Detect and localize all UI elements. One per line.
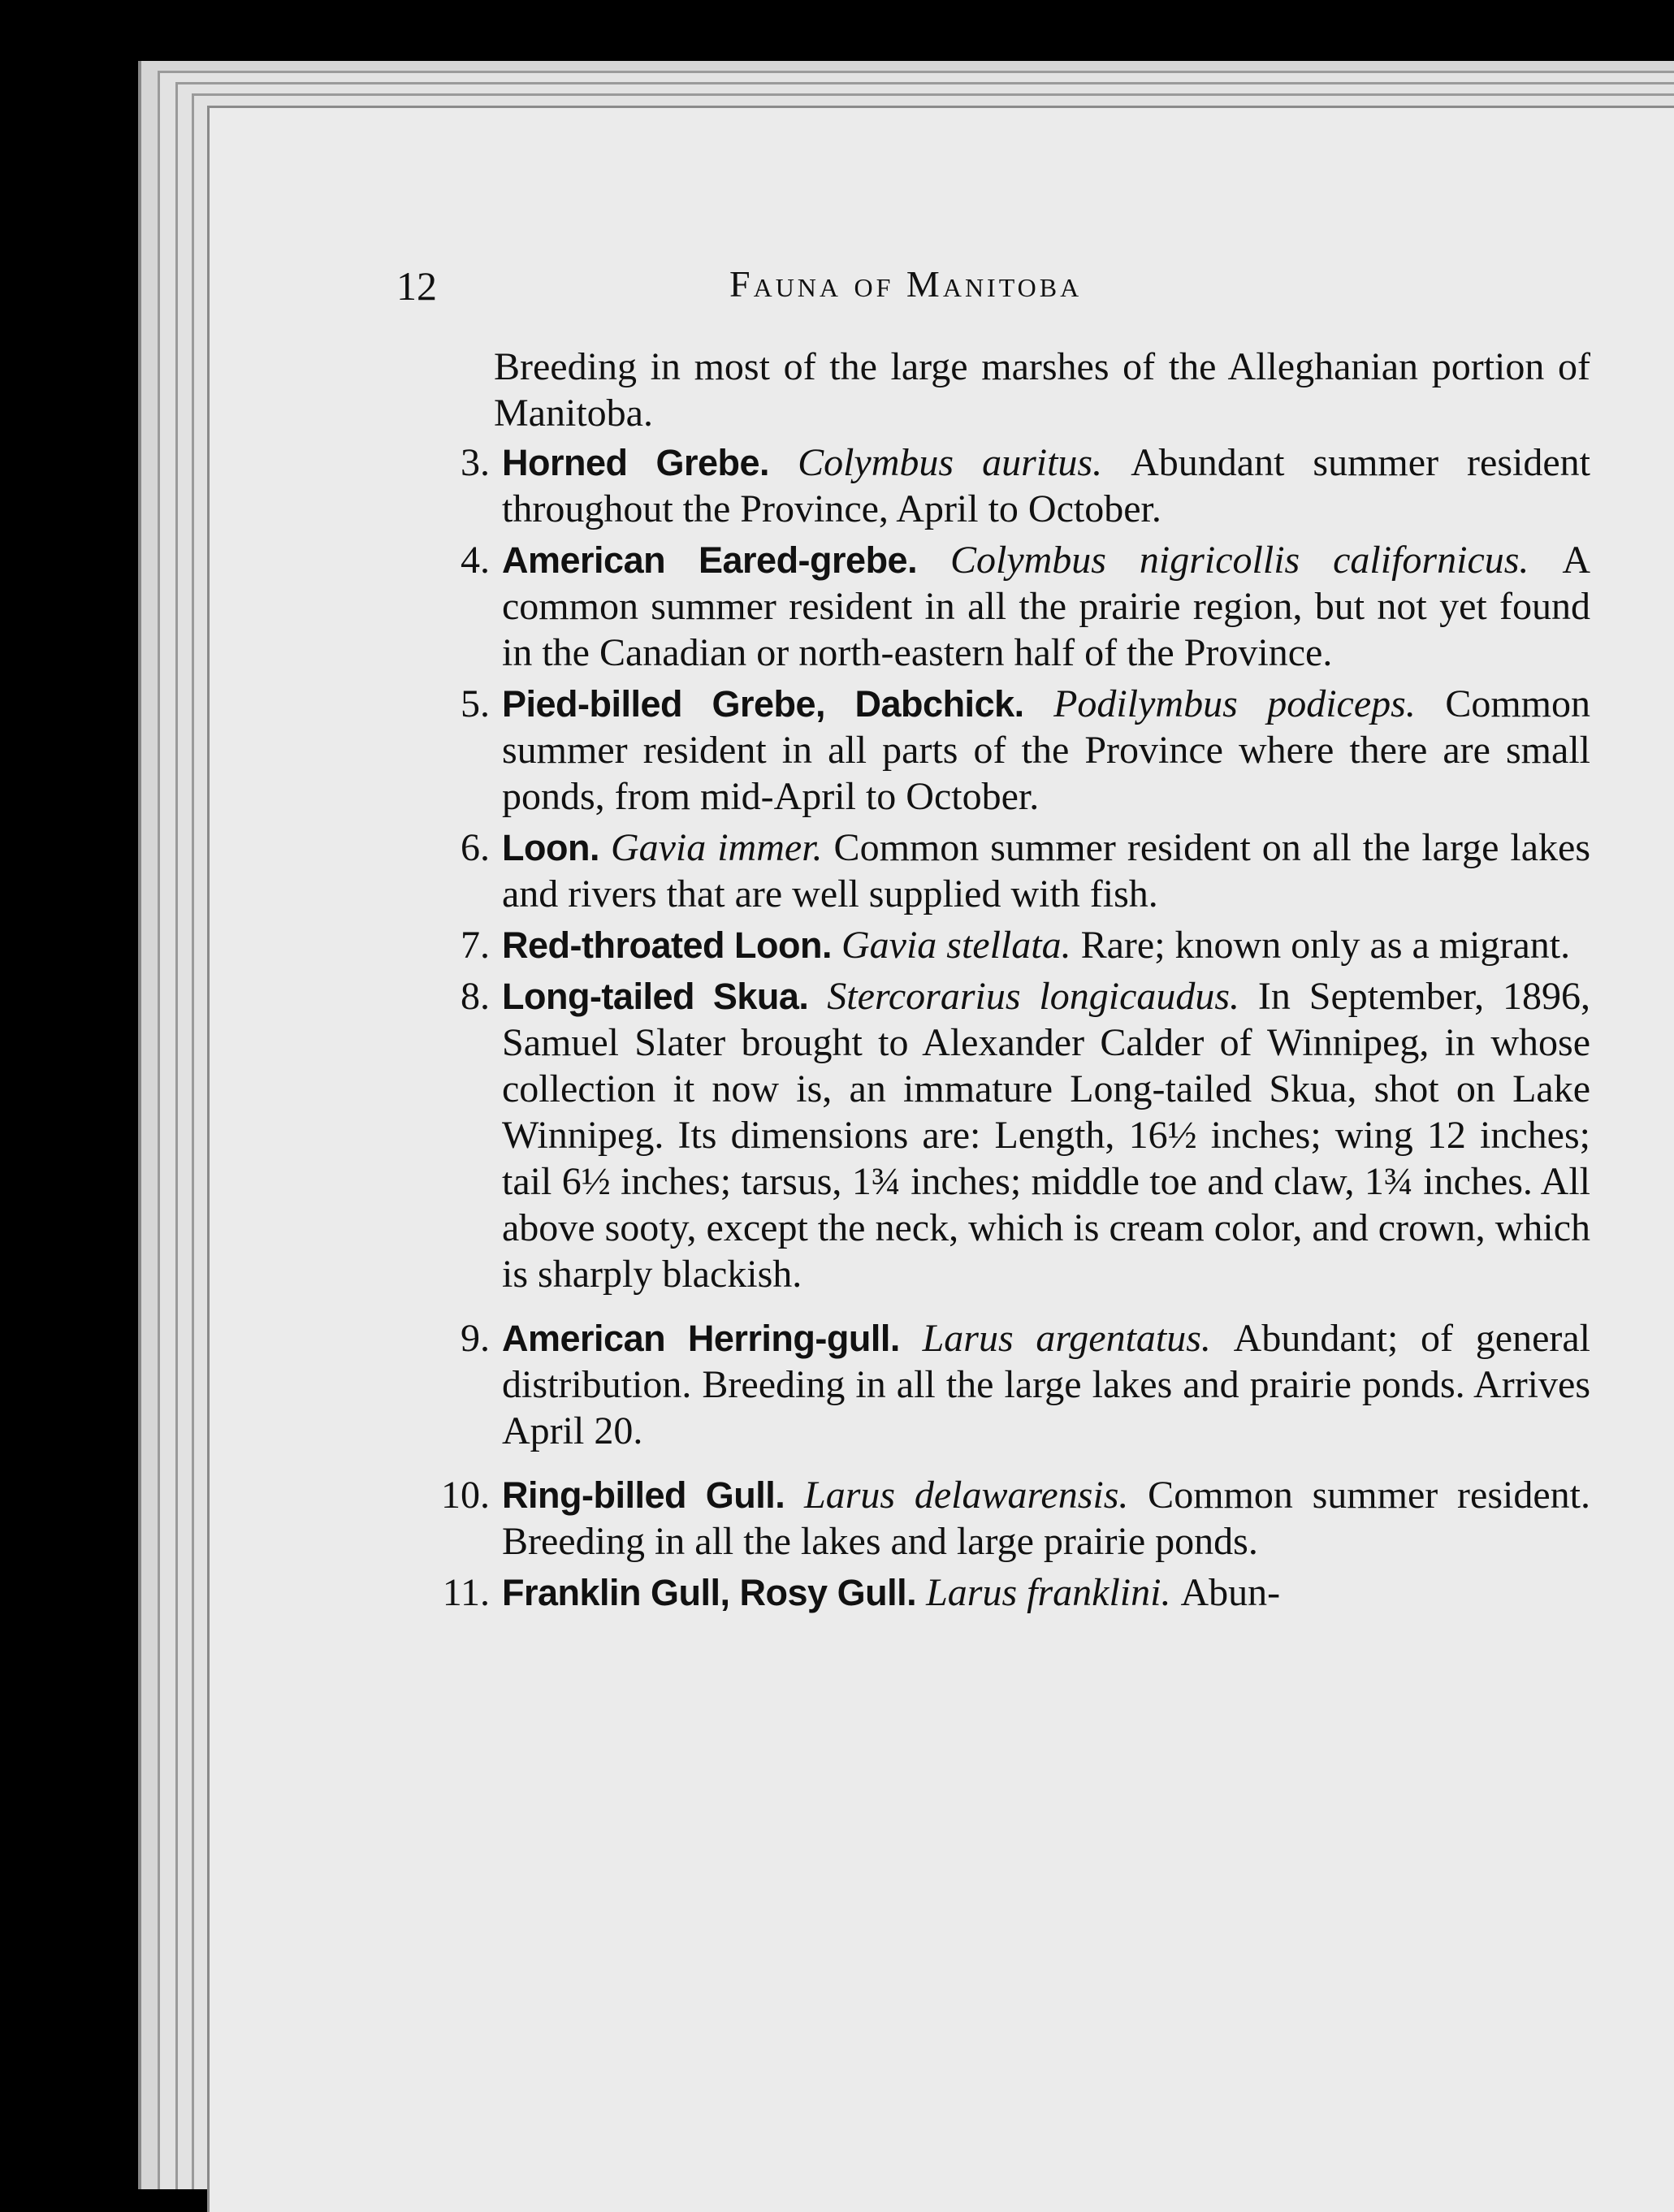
entry-number: 5. bbox=[461, 682, 490, 725]
common-name: Ring-billed Gull. bbox=[502, 1474, 805, 1516]
entry-number: 4. bbox=[461, 539, 490, 582]
species-entry bbox=[388, 922, 1590, 968]
common-name: Red-throated Loon. bbox=[502, 924, 841, 966]
entry-text: Abundant; of general distribution. Breeding in all the large lakes and prairie ponds. Arrives April 20. bbox=[502, 1317, 1591, 1452]
species-entry bbox=[388, 439, 1590, 532]
scientific-name: Larus delawarensis. bbox=[804, 1474, 1148, 1517]
entry-text: Common summer resident on all the large lakes and rivers that are well supplied with fish. bbox=[502, 826, 1590, 916]
entry-number: 10. bbox=[441, 1474, 490, 1517]
scientific-name: Colymbus nigricollis californicus. bbox=[949, 539, 1563, 582]
common-name: Pied-billed Grebe, Dabchick. bbox=[502, 683, 1054, 725]
common-name: Horned Grebe. bbox=[502, 442, 798, 483]
scientific-name: Podilymbus podiceps. bbox=[1053, 682, 1446, 725]
entry-text: In September, 1896, Samuel Slater brought to Alexander Calder of Winnipeg, in whose collection it now is, an immature Long-tailed Skua, shot on Lake Winnipeg. Its dimensions are: Length, 16½ inches; wing 12 inches; tail 6½ inches; tarsus, 1¾ inches; middle toe and claw, 1¾ inches. All above sooty, except the neck, which is cream color, and crown, which is sharply blackish. bbox=[502, 975, 1590, 1296]
scientific-name: Colymbus auritus. bbox=[798, 441, 1131, 484]
continuation-paragraph: Breeding in most of the large marshes of the Alleghanian portion of Manitoba. bbox=[494, 345, 1590, 435]
entry-number: 3. bbox=[461, 441, 490, 484]
entry-text: A common summer resident in all the prairie region, but not yet found in the Canadian or north-eastern half of the Province. bbox=[502, 539, 1590, 674]
running-title: Fauna of Manitoba bbox=[729, 263, 1083, 305]
scientific-name: Larus franklini. bbox=[926, 1571, 1181, 1614]
species-entry bbox=[388, 1569, 1590, 1616]
entry-text: Abundant summer resident throughout the Province, April to October. bbox=[502, 441, 1590, 530]
common-name: Long-tailed Skua. bbox=[502, 976, 828, 1017]
entry-number: 9. bbox=[461, 1317, 490, 1360]
page-header bbox=[210, 262, 1674, 327]
common-name: American Eared-grebe. bbox=[502, 539, 950, 581]
page-number: 12 bbox=[396, 263, 437, 309]
entry-number: 8. bbox=[461, 975, 490, 1018]
species-entry bbox=[388, 681, 1590, 820]
entry-text: Common summer resident in all parts of the Province where there are small ponds, from mid-April to October. bbox=[502, 682, 1591, 818]
entry-number: 6. bbox=[461, 826, 490, 869]
entry-text: Common summer resident. Breeding in all the lakes and large prairie ponds. bbox=[502, 1474, 1590, 1563]
entry-text: Rare; known only as a migrant. bbox=[1080, 924, 1571, 967]
common-name: American Herring-gull. bbox=[502, 1318, 923, 1359]
scientific-name: Stercorarius longicaudus. bbox=[827, 975, 1258, 1018]
entry-text: Abun- bbox=[1180, 1571, 1281, 1614]
common-name: Loon. bbox=[502, 827, 611, 868]
species-entry bbox=[388, 1472, 1590, 1565]
scientific-name: Larus argentatus. bbox=[922, 1317, 1234, 1360]
species-entry bbox=[388, 537, 1590, 676]
common-name: Franklin Gull, Rosy Gull. bbox=[502, 1572, 927, 1613]
species-entry bbox=[388, 973, 1590, 1297]
book-page bbox=[207, 106, 1674, 2212]
scientific-name: Gavia immer. bbox=[610, 826, 834, 869]
species-entry bbox=[388, 1315, 1590, 1454]
scientific-name: Gavia stellata. bbox=[841, 924, 1081, 967]
page-body bbox=[388, 344, 1590, 1621]
entry-number: 7. bbox=[461, 924, 490, 967]
entry-number: 11. bbox=[442, 1571, 490, 1614]
species-entry bbox=[388, 825, 1590, 917]
